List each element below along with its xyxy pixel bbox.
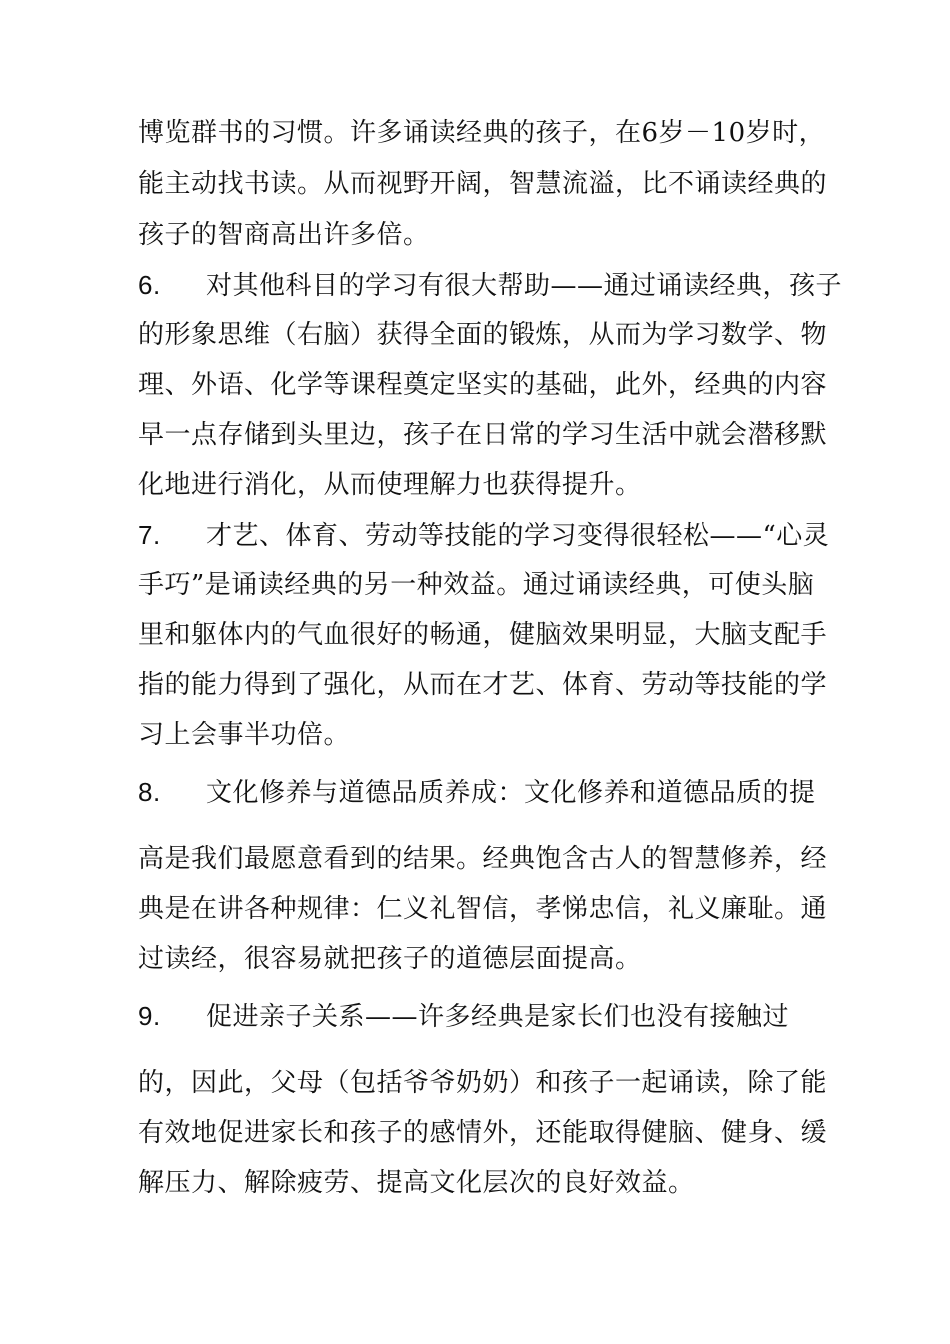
paragraph-line: 的，因此，父母（包括爷爷奶奶）和孩子一起诵读，除了能 bbox=[138, 1068, 828, 1098]
paragraph-line: 化地进行消化，从而使理解力也获得提升。 bbox=[138, 470, 642, 500]
paragraph-line: 的形象思维（右脑）获得全面的锻炼，从而为学习数学、物 bbox=[138, 320, 828, 350]
list-item-8-first-line bbox=[138, 775, 816, 810]
paragraph-line: 手巧”是诵读经典的另一种效益。通过诵读经典，可使头脑 bbox=[138, 570, 815, 600]
paragraph-line: 才艺、体育、劳动等技能的学习变得很轻松——“心灵 bbox=[206, 521, 830, 551]
paragraph-line: 博览群书的习惯。许多诵读经典的孩子，在6岁－10岁时， bbox=[138, 118, 826, 148]
paragraph-line: 解压力、解除疲劳、提高文化层次的良好效益。 bbox=[138, 1168, 695, 1198]
paragraph-line: 对其他科目的学习有很大帮助——通过诵读经典，孩子 bbox=[206, 271, 843, 301]
item-number: 7. bbox=[138, 520, 161, 550]
paragraph-line: 理、外语、化学等课程奠定坚实的基础，此外，经典的内容 bbox=[138, 370, 828, 400]
list-item-6-first-line bbox=[138, 268, 842, 303]
item-number: 9. bbox=[138, 1001, 161, 1031]
paragraph-line: 典是在讲各种规律：仁义礼智信，孝悌忠信，礼义廉耻。通 bbox=[138, 894, 828, 924]
paragraph-line: 习上会事半功倍。 bbox=[138, 720, 351, 750]
paragraph-line: 孩子的智商高出许多倍。 bbox=[138, 220, 430, 250]
list-item-7-first-line bbox=[138, 518, 829, 553]
paragraph-line: 能主动找书读。从而视野开阔，智慧流溢，比不诵读经典的 bbox=[138, 169, 828, 199]
paragraph-line: 文化修养与道德品质养成：文化修养和道德品质的提 bbox=[206, 778, 816, 808]
paragraph-line: 里和躯体内的气血很好的畅通，健脑效果明显，大脑支配手 bbox=[138, 620, 828, 650]
paragraph-line: 高是我们最愿意看到的结果。经典饱含古人的智慧修养，经 bbox=[138, 844, 828, 874]
paragraph-line: 促进亲子关系——许多经典是家长们也没有接触过 bbox=[206, 1002, 790, 1032]
item-number: 6. bbox=[138, 270, 161, 300]
paragraph-line: 有效地促进家长和孩子的感情外，还能取得健脑、健身、缓 bbox=[138, 1118, 828, 1148]
list-item-9-first-line bbox=[138, 999, 789, 1034]
paragraph-line: 过读经，很容易就把孩子的道德层面提高。 bbox=[138, 944, 642, 974]
paragraph-line: 指的能力得到了强化，从而在才艺、体育、劳动等技能的学 bbox=[138, 670, 828, 700]
paragraph-line: 早一点存储到头里边，孩子在日常的学习生活中就会潜移默 bbox=[138, 420, 828, 450]
item-number: 8. bbox=[138, 777, 161, 807]
